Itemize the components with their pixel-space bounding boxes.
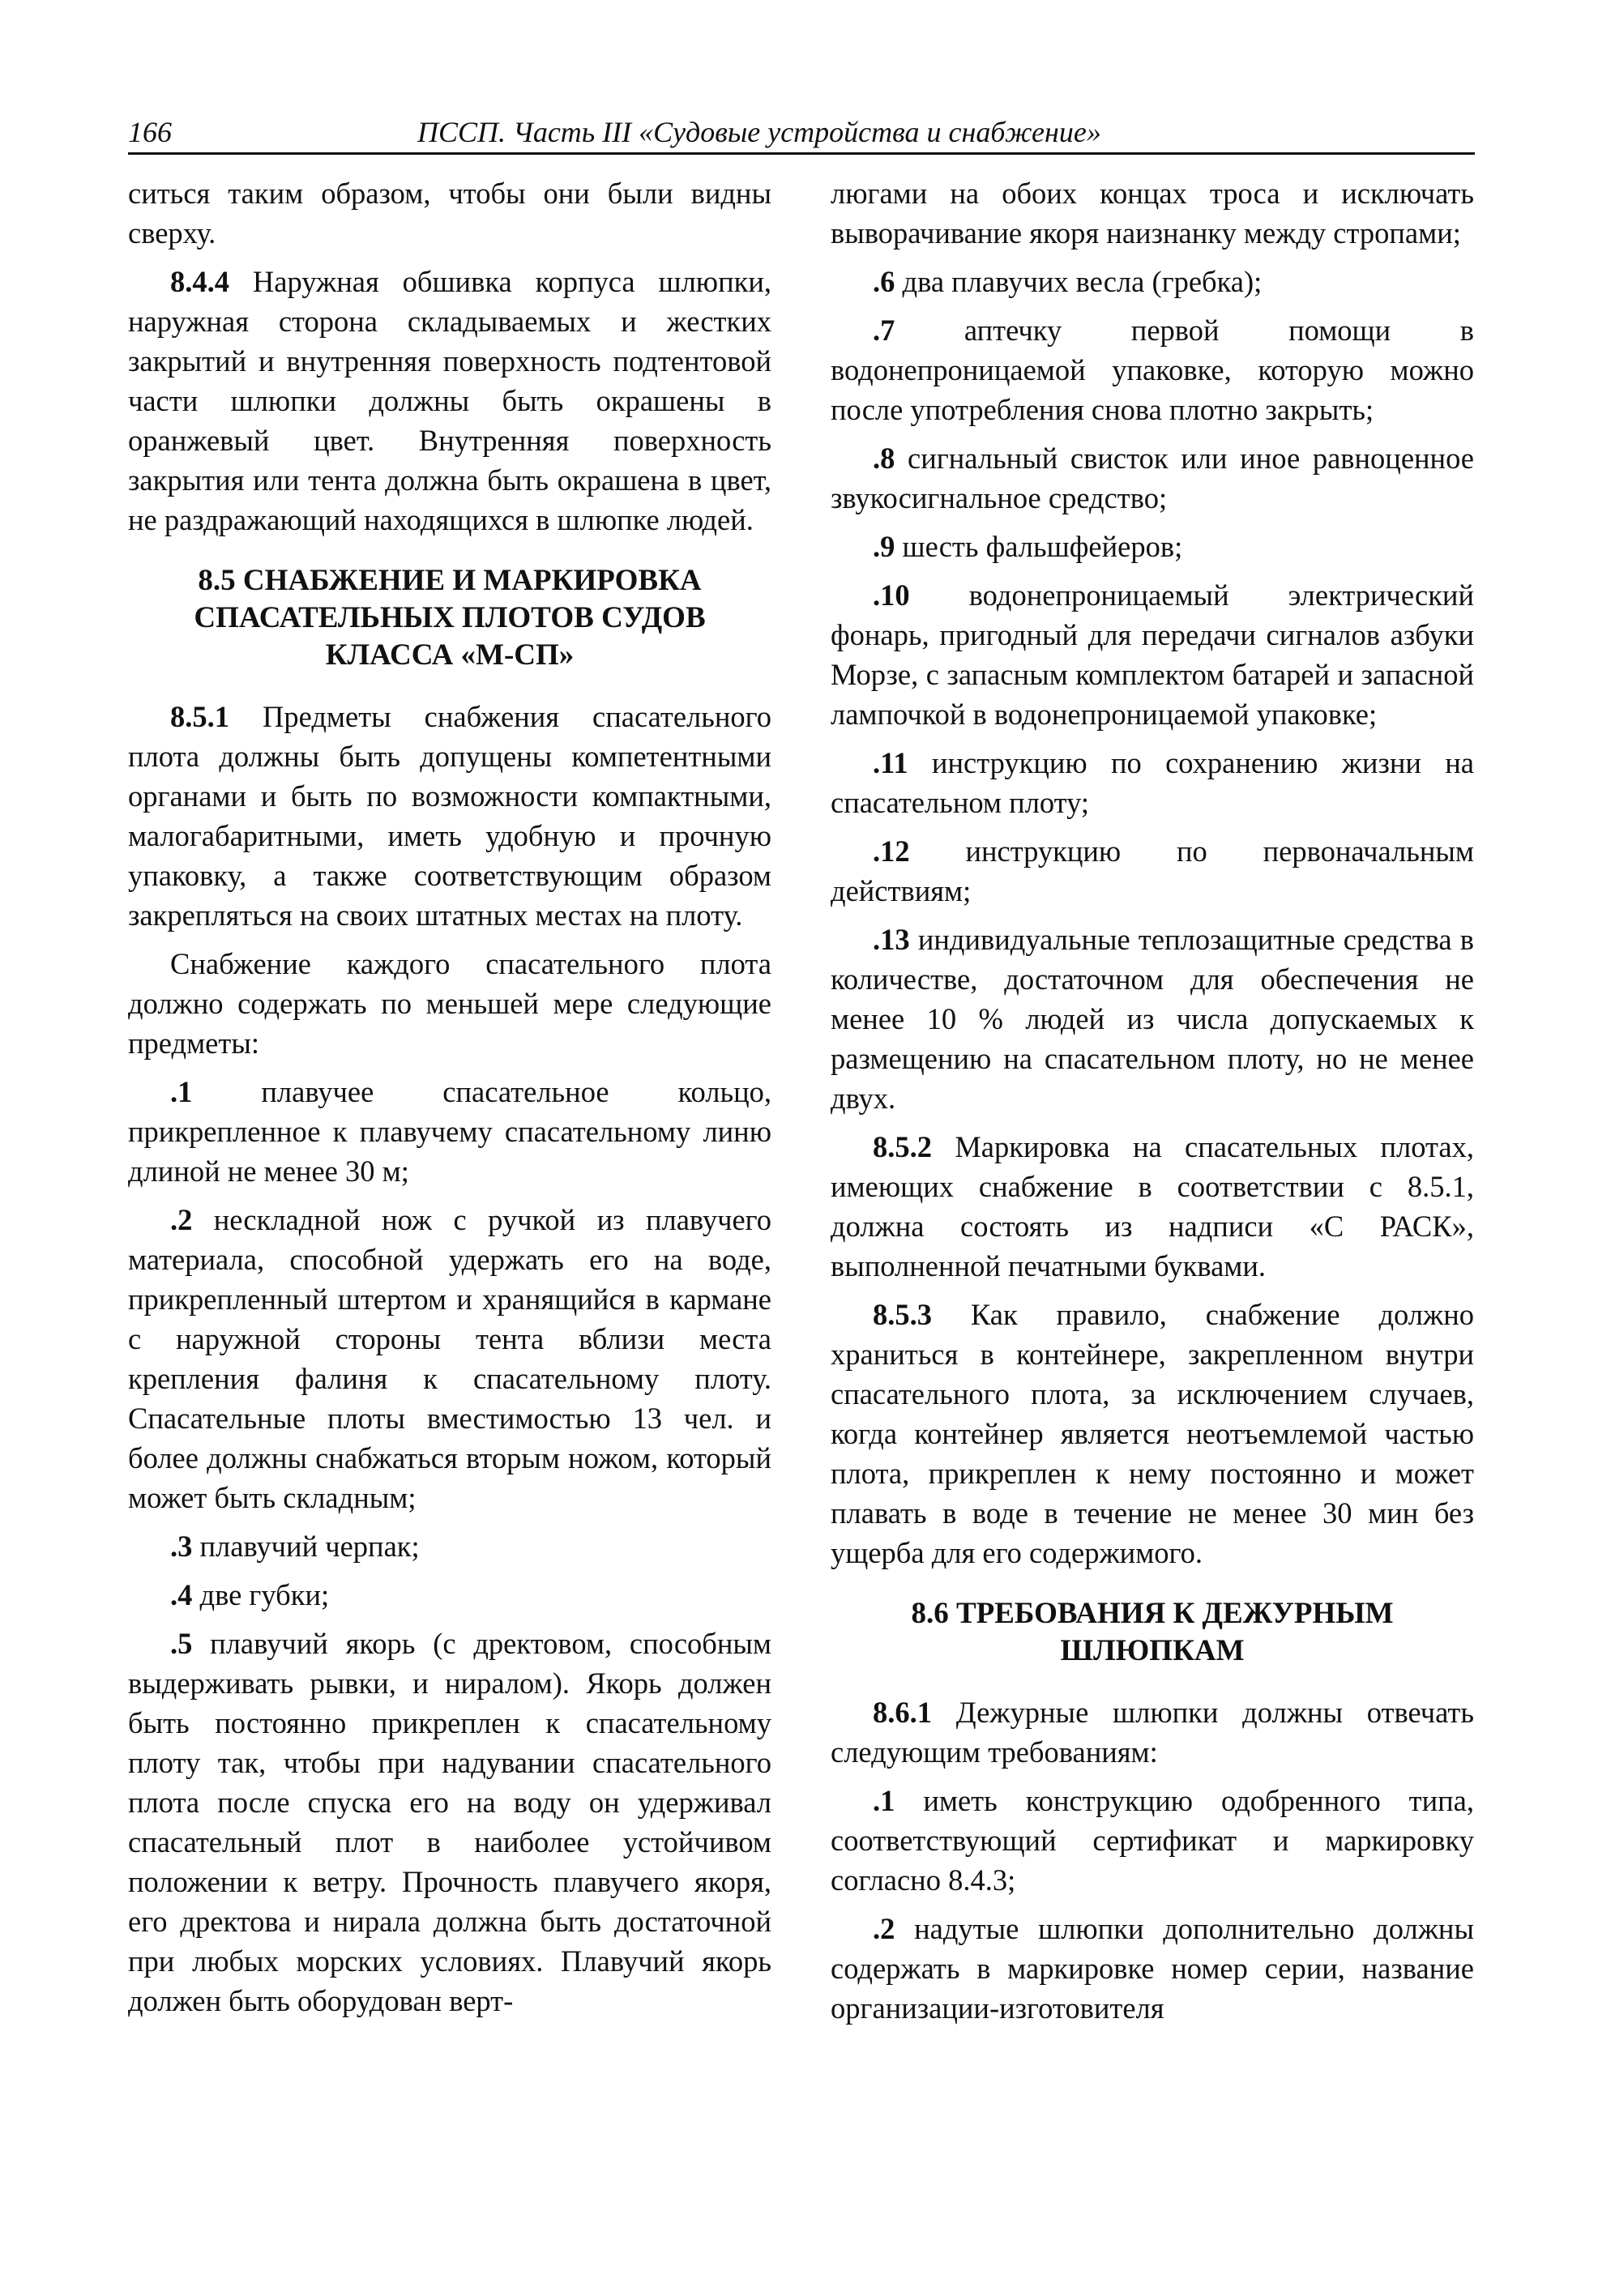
requirement-item-2 bbox=[831, 1909, 1474, 2028]
clause-number: 8.5.2 bbox=[873, 1130, 932, 1163]
continued-paragraph: люгами на обоих концах троса и исключать выворачивание якоря наизнанку между стропами; bbox=[831, 177, 1474, 250]
item-number: .11 bbox=[873, 746, 908, 779]
item-text: плавучее спасательное кольцо, прикрепленное к плавучему спасательному линю длиной не менее 30 м; bbox=[128, 1075, 771, 1188]
item-number: .2 bbox=[170, 1203, 193, 1236]
item-text: иметь конструкцию одобренного типа, соответствующий сертификат и маркировку согласно 8.4.3; bbox=[831, 1784, 1474, 1897]
item-text: шесть фальшфейеров; bbox=[895, 530, 1183, 563]
item-text: плавучий черпак; bbox=[192, 1530, 420, 1563]
running-header bbox=[128, 112, 1475, 152]
clause-number: 8.5.1 bbox=[170, 700, 229, 733]
supply-intro: Снабжение каждого спасательного плота должно содержать по меньшей мере следующие предметы: bbox=[128, 947, 771, 1060]
item-number: .3 bbox=[170, 1530, 193, 1563]
header-rule bbox=[128, 152, 1475, 155]
clause-text: Маркировка на спасательных плотах, имеющих снабжение в соответствии с 8.5.1, должна состоять из надписи «С РАСК», выполненной печатными буквами. bbox=[831, 1130, 1474, 1282]
item-number: .7 bbox=[873, 314, 895, 347]
item-number: .6 bbox=[873, 265, 895, 298]
item-number: .13 bbox=[873, 923, 910, 956]
list-item-8 bbox=[831, 438, 1474, 518]
item-number: .5 bbox=[170, 1627, 193, 1660]
list-item-2 bbox=[128, 1200, 771, 1517]
list-item-1 bbox=[128, 1072, 771, 1191]
item-text: водонепроницаемый электрический фонарь, пригодный для передачи сигналов азбуки Морзе, с запасным комплектом батарей и запасной лампочкой в водонепроницаемой упаковке; bbox=[831, 578, 1474, 731]
item-number: .4 bbox=[170, 1578, 193, 1611]
item-number: .8 bbox=[873, 442, 895, 475]
clause-number: 8.5.3 bbox=[873, 1298, 932, 1331]
heading-line: 8.5 СНАБЖЕНИЕ И МАРКИРОВКА bbox=[198, 564, 702, 597]
right-column bbox=[831, 173, 1474, 2028]
paragraph-8-6-1 bbox=[831, 1692, 1474, 1772]
item-number: .10 bbox=[873, 578, 910, 612]
clause-text: Предметы снабжения спасательного плота должны быть допущены компетентными органами и быть по возможности компактными, малогабаритными, иметь удобную и прочную упаковку, а также соответствующим образом закрепляться на своих штатных местах на плоту. bbox=[128, 700, 771, 932]
clause-text: Наружная обшивка корпуса шлюпки, наружная сторона складываемых и жестких закрытий и внутренняя поверхность подтентовой части шлюпки должны быть окрашены в оранжевый цвет. Внутренняя поверхность закрытия или тента должна быть окрашена в цвет, не раздражающий находящихся в шлюпке людей. bbox=[128, 265, 771, 536]
section-heading-8-6 bbox=[831, 1595, 1474, 1670]
header-title: ПССП. Часть III «Судовые устройства и снабжение» bbox=[417, 116, 1101, 148]
heading-line: КЛАССА «М-СП» bbox=[325, 638, 575, 672]
item-text: инструкцию по сохранению жизни на спасательном плоту; bbox=[831, 746, 1474, 819]
item-number: .2 bbox=[873, 1912, 895, 1945]
clause-text: Как правило, снабжение должно храниться в контейнере, закрепленном внутри спасательного плота, за исключением случаев, когда контейнер является неотъемлемой частью плота, прикреплен к нему постоянно и может плавать в воде в течение не менее 30 мин без ущерба для его содержимого. bbox=[831, 1298, 1474, 1569]
list-item-3 bbox=[128, 1526, 771, 1566]
list-item-4 bbox=[128, 1575, 771, 1615]
item-text: индивидуальные теплозащитные средства в количестве, достаточном для обеспечения не менее 10 % людей из числа допускаемых к размещению на спасательном плоту, но не менее двух. bbox=[831, 923, 1474, 1115]
list-item-6 bbox=[831, 262, 1474, 301]
list-item-9 bbox=[831, 527, 1474, 566]
list-item-13 bbox=[831, 920, 1474, 1118]
item-number: .12 bbox=[873, 834, 910, 868]
continued-paragraph: ситься таким образом, чтобы они были видны сверху. bbox=[128, 177, 771, 250]
page-number: 166 bbox=[128, 116, 172, 148]
list-item-12 bbox=[831, 831, 1474, 911]
clause-text: Дежурные шлюпки должны отвечать следующим требованиям: bbox=[831, 1696, 1474, 1769]
item-text: плавучий якорь (с дректовом, способным выдерживать рывки, и ниралом). Якорь должен быть постоянно прикреплен к спасательному плоту так, чтобы при надувании спасательного плота после спуска его на воду он удерживал спасательный плот в наиболее устойчивом положении к ветру. Прочность плавучего якоря, его дректова и нирала должна быть достаточной при любых морских условиях. Плавучий якорь должен быть оборудован верт- bbox=[128, 1627, 771, 2017]
item-text: сигнальный свисток или иное равноценное звукосигнальное средство; bbox=[831, 442, 1474, 514]
heading-line: 8.6 ТРЕБОВАНИЯ К ДЕЖУРНЫМ bbox=[911, 1597, 1394, 1630]
paragraph-8-4-4 bbox=[128, 262, 771, 540]
paragraph-8-5-3 bbox=[831, 1295, 1474, 1573]
clause-number: 8.4.4 bbox=[170, 265, 229, 298]
item-text: надутые шлюпки дополнительно должны содержать в маркировке номер серии, название организации-изготовителя bbox=[831, 1912, 1474, 2025]
list-item-5 bbox=[128, 1624, 771, 2021]
paragraph-8-5-2 bbox=[831, 1127, 1474, 1286]
list-item-10 bbox=[831, 575, 1474, 734]
item-text: нескладной нож с ручкой из плавучего материала, способной удержать его на воде, прикрепленный штертом и хранящийся в кармане с наружной стороны тента вблизи места крепления фалиня к спасательному плоту. Спасательные плоты вместимостью 13 чел. и более должны снабжаться вторым ножом, который может быть складным; bbox=[128, 1203, 771, 1514]
item-text: два плавучих весла (гребка); bbox=[895, 265, 1263, 298]
heading-line: СПАСАТЕЛЬНЫХ ПЛОТОВ СУДОВ bbox=[194, 601, 706, 634]
item-number: .1 bbox=[873, 1784, 895, 1817]
item-text: инструкцию по первоначальным действиям; bbox=[831, 834, 1474, 907]
section-heading-8-5 bbox=[128, 562, 771, 674]
heading-line: ШЛЮПКАМ bbox=[1060, 1634, 1245, 1667]
item-number: .9 bbox=[873, 530, 895, 563]
requirement-item-1 bbox=[831, 1781, 1474, 1900]
left-column bbox=[128, 173, 771, 2021]
item-number: .1 bbox=[170, 1075, 193, 1108]
paragraph-8-5-1 bbox=[128, 697, 771, 935]
list-item-7 bbox=[831, 310, 1474, 429]
item-text: две губки; bbox=[192, 1578, 330, 1611]
clause-number: 8.6.1 bbox=[873, 1696, 932, 1729]
item-text: аптечку первой помощи в водонепроницаемой упаковке, которую можно после употребления снова плотно закрыть; bbox=[831, 314, 1474, 426]
list-item-11 bbox=[831, 743, 1474, 822]
